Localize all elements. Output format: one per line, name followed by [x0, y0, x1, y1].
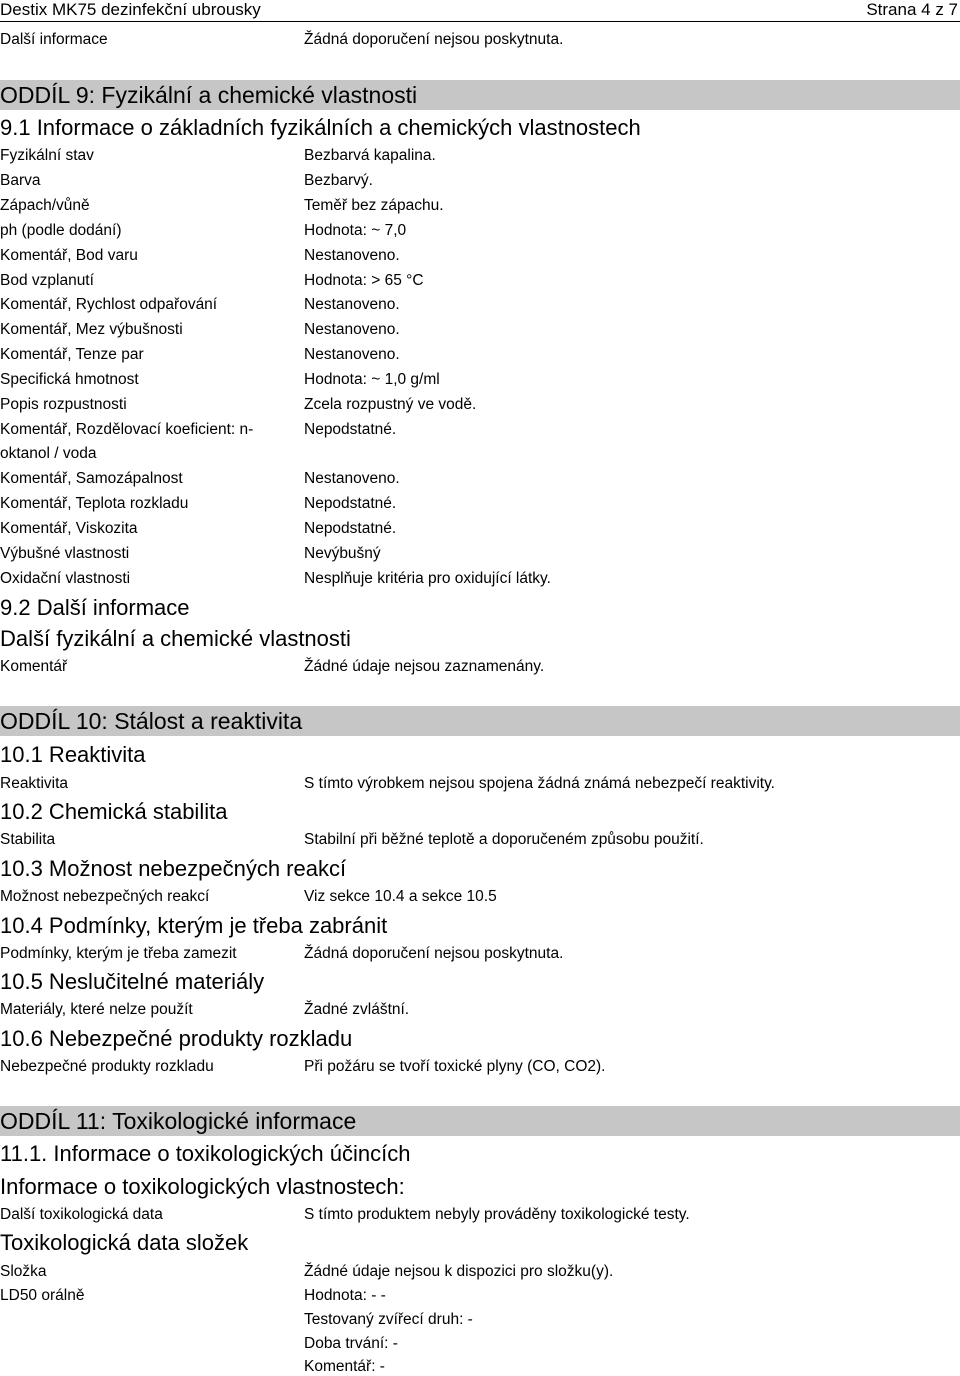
row-value: Zcela rozpustný ve vodě. [304, 396, 477, 413]
section-10-1-heading: 10.1 Reaktivita [0, 742, 146, 767]
subheading-component-data: Toxikologická data složek [0, 1230, 249, 1255]
row-value: Bezbarvý. [304, 172, 373, 189]
row-value: Teměř bez zápachu. [304, 197, 444, 214]
row-label: Komentář [0, 658, 68, 675]
row-label: Reaktivita [0, 775, 69, 792]
section-10-4-heading: 10.4 Podmínky, kterým je třeba zabránit [0, 913, 388, 938]
row-value: Nestanoveno. [304, 470, 400, 487]
row-label: Komentář, Samozápalnost [0, 470, 183, 487]
section-10-title: ODDÍL 10: Stálost a reaktivita [0, 706, 960, 736]
row-label: LD50 orálně [0, 1287, 85, 1304]
section-10-6-heading: 10.6 Nebezpečné produkty rozkladu [0, 1026, 353, 1051]
row-value: Nesplňuje kritéria pro oxidující látky. [304, 570, 551, 587]
row-label: Komentář, Viskozita [0, 520, 138, 537]
row-label: Bod vzplanutí [0, 272, 94, 289]
row-value: S tímto produktem nebyly prováděny toxikologické testy. [304, 1206, 690, 1223]
row-value: Hodnota: ~ 7,0 [304, 222, 407, 239]
row-value: Hodnota: ~ 1,0 g/ml [304, 371, 440, 388]
document-title: Destix MK75 dezinfekční ubrousky [0, 0, 261, 19]
row-value: Nepodstatné. [304, 520, 397, 537]
header-divider [0, 21, 960, 22]
row-label: Podmínky, kterým je třeba zamezit [0, 945, 237, 962]
row-label: Zápach/vůně [0, 197, 90, 214]
row-label: Další toxikologická data [0, 1206, 163, 1223]
row-value: Viz sekce 10.4 a sekce 10.5 [304, 888, 497, 905]
row-value: Bezbarvá kapalina. [304, 147, 436, 164]
row-value: Hodnota: > 65 °C [304, 272, 424, 289]
row-label: Barva [0, 172, 41, 189]
row-value: Nepodstatné. [304, 495, 397, 512]
row-label: Složka [0, 1263, 47, 1280]
section-9-1-heading: 9.1 Informace o základních fyzikálních a chemických vlastnostech [0, 115, 641, 140]
row-label: Oxidační vlastnosti [0, 570, 131, 587]
row-value: Nestanoveno. [304, 247, 400, 264]
page-number: Strana 4 z 7 [866, 0, 958, 19]
row-label: Specifická hmotnost [0, 371, 139, 388]
section-9-title: ODDÍL 9: Fyzikální a chemické vlastnosti [0, 80, 960, 110]
section-11-title: ODDÍL 11: Toxikologické informace [0, 1106, 960, 1136]
row-value: Nestanoveno. [304, 296, 400, 313]
row-label: Komentář, Tenze par [0, 346, 144, 363]
row-value: Nevýbušný [304, 545, 381, 562]
row-label: Možnost nebezpečných reakcí [0, 888, 210, 905]
row-value: Stabilní při běžné teplotě a doporučeném způsobu použití. [304, 831, 704, 848]
row-label: Komentář, Mez výbušnosti [0, 321, 183, 338]
row-value: Žádné údaje nejsou zaznamenány. [304, 658, 545, 675]
row-label: Komentář, Teplota rozkladu [0, 495, 189, 512]
ld50-value-line: Komentář: - [304, 1358, 385, 1375]
top-value: Žádná doporučení nejsou poskytnuta. [304, 31, 564, 48]
section-10-5-heading: 10.5 Neslučitelné materiály [0, 969, 265, 994]
top-label: Další informace [0, 31, 108, 48]
row-label: Materiály, které nelze použít [0, 1001, 193, 1018]
ld50-value-line: Testovaný zvířecí druh: - [304, 1311, 473, 1328]
section-9-2-heading: 9.2 Další informace [0, 595, 190, 620]
section-10-3-heading: 10.3 Možnost nebezpečných reakcí [0, 856, 347, 881]
row-label: ph (podle dodání) [0, 222, 122, 239]
row-label: Fyzikální stav [0, 147, 94, 164]
row-value: Žádná doporučení nejsou poskytnuta. [304, 945, 564, 962]
ld50-value-line: Doba trvání: - [304, 1335, 398, 1352]
ld50-value-line: Hodnota: - - [304, 1287, 386, 1304]
row-label: Komentář, Bod varu [0, 247, 138, 264]
row-label: Nebezpečné produkty rozkladu [0, 1058, 214, 1075]
row-value: Žádné údaje nejsou k dispozici pro složku(y). [304, 1263, 614, 1280]
row-label: Komentář, Rozdělovací koeficient: n- [0, 421, 254, 438]
row-label: Popis rozpustnosti [0, 396, 127, 413]
subheading-other-properties: Další fyzikální a chemické vlastnosti [0, 626, 351, 651]
row-label-continued: oktanol / voda [0, 445, 97, 462]
section-11-1-heading: 11.1. Informace o toxikologických účincích [0, 1141, 411, 1166]
row-value: Nepodstatné. [304, 421, 397, 438]
row-value: Při požáru se tvoří toxické plyny (CO, CO2). [304, 1058, 606, 1075]
row-value: S tímto výrobkem nejsou spojena žádná známá nebezpečí reaktivity. [304, 775, 775, 792]
row-label: Stabilita [0, 831, 56, 848]
row-value: Nestanoveno. [304, 321, 400, 338]
row-label: Výbušné vlastnosti [0, 545, 130, 562]
subheading-toxicological-properties: Informace o toxikologických vlastnostech: [0, 1174, 405, 1199]
row-value: Žadné zvláštní. [304, 1001, 410, 1018]
section-10-2-heading: 10.2 Chemická stabilita [0, 799, 228, 824]
row-label: Komentář, Rychlost odpařování [0, 296, 218, 313]
row-value: Nestanoveno. [304, 346, 400, 363]
